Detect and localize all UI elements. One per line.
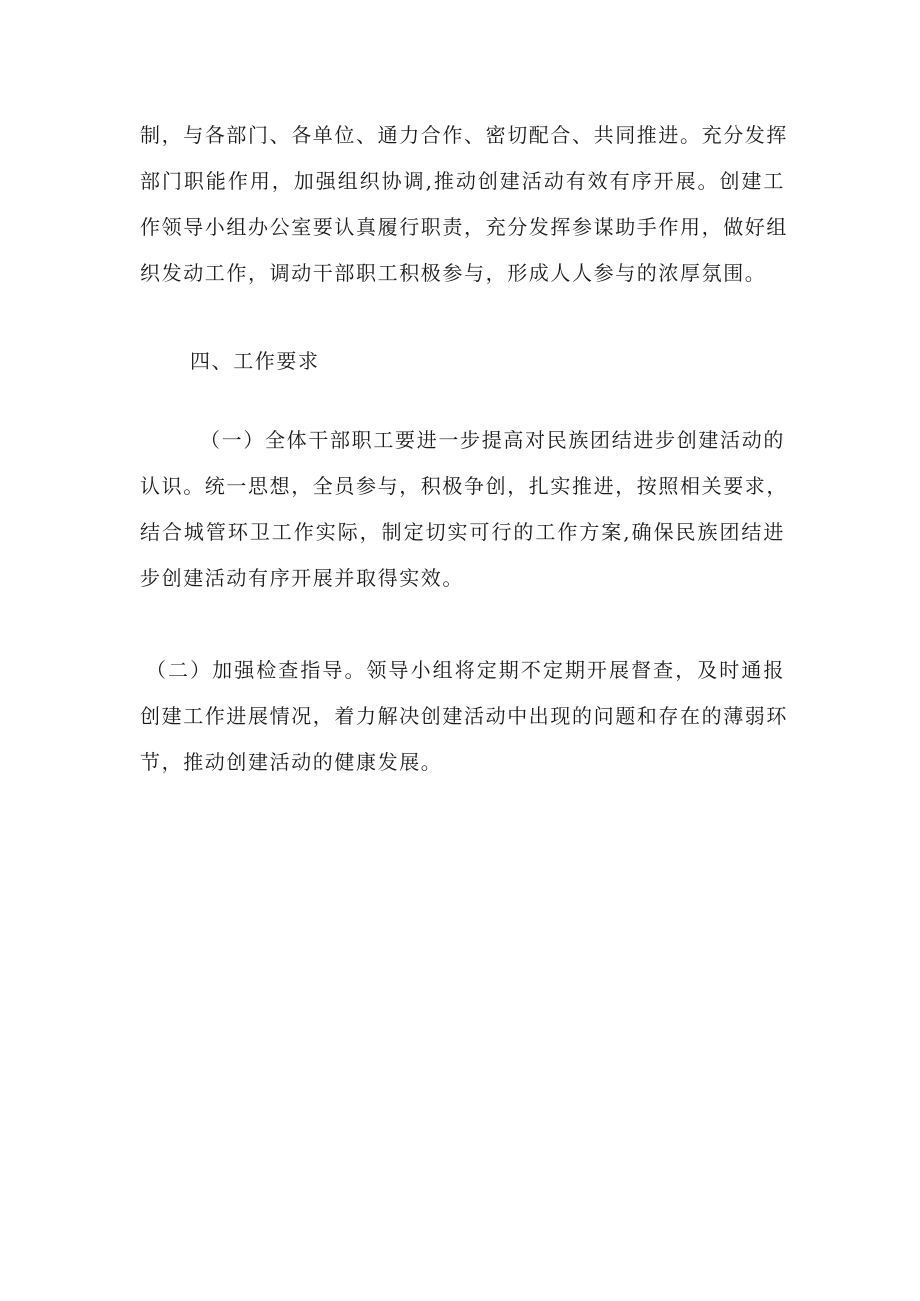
paragraph-line: （一）全体干部职工要进一步提高对民族团结进步创建活动的 xyxy=(200,428,785,452)
paragraph-requirement-two xyxy=(140,647,788,785)
paragraph-line: （二）加强检查指导。领导小组将定期不定期开展督查，及时通报 xyxy=(146,658,785,682)
paragraph-line: 织发动工作，调动干部职工积极参与，形成人人参与的浓厚氛围。 xyxy=(140,261,767,285)
section-heading-work-requirements: 四、工作要求 xyxy=(190,349,320,373)
paragraph-line: 步创建活动有序开展并取得实效。 xyxy=(140,566,464,590)
paragraph-leadership-mechanism xyxy=(140,112,788,296)
paragraph-line: 制，与各部门、各单位、通力合作、密切配合、共同推进。充分发挥 xyxy=(140,123,788,147)
paragraph-line: 作领导小组办公室要认真履行职责，充分发挥参谋助手作用，做好组 xyxy=(140,215,788,239)
paragraph-line: 结合城管环卫工作实际，制定切实可行的工作方案,确保民族团结进 xyxy=(140,520,785,544)
paragraph-line: 创建工作进展情况，着力解决创建活动中出现的问题和存在的薄弱环 xyxy=(140,704,788,728)
paragraph-requirement-one xyxy=(140,417,788,601)
paragraph-line: 部门职能作用，加强组织协调,推动创建活动有效有序开展。创建工 xyxy=(140,169,785,193)
paragraph-line: 认识。统一思想，全员参与，积极争创，扎实推进，按照相关要求， xyxy=(140,474,788,498)
paragraph-line: 节，推动创建活动的健康发展。 xyxy=(140,750,443,774)
